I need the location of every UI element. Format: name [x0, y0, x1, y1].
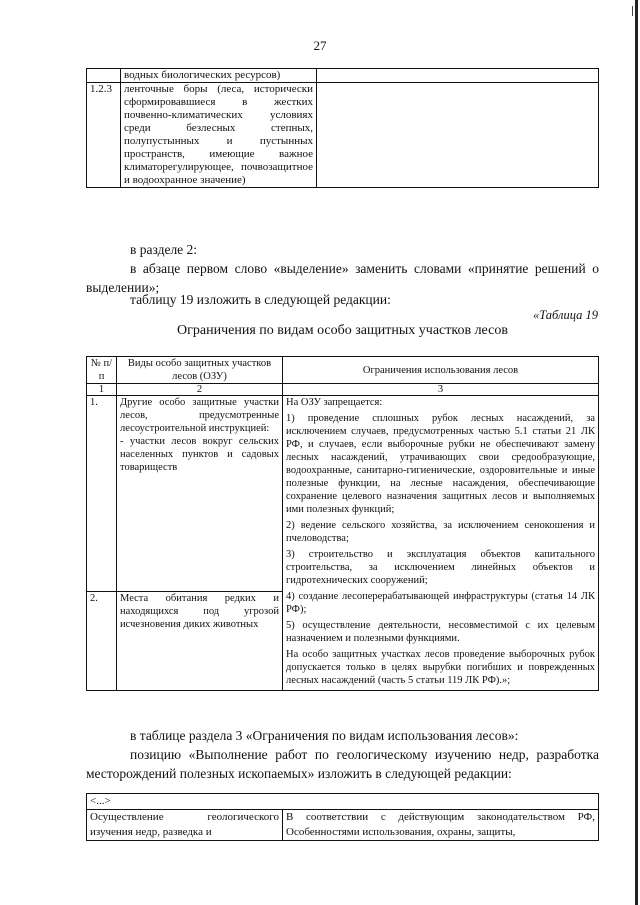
- header-restrictions: Ограничения использования лесов: [283, 357, 599, 384]
- paragraph-position: позицию «Выполнение работ по геологическому изучению недр, разработка месторождений полезных ископаемых» изложить в следующей редакции:: [86, 747, 599, 781]
- table-cell-right: [317, 83, 599, 188]
- restriction-item: На ОЗУ запрещается:: [286, 397, 383, 408]
- table-title: Ограничения по видам особо защитных участков лесов: [177, 323, 508, 338]
- table-bottom: [86, 793, 599, 841]
- restriction-item: На особо защитных участках лесов проведение выборочных рубок допускается только в целях вырубки погибших и поврежденных лесных насаждений (часть 5 статьи 119 ЛК РФ).»;: [286, 649, 595, 686]
- page-number: 27: [313, 38, 327, 53]
- restriction-item: 5) осуществление деятельности, несовместимой с их целевым назначением и полезными функциями.: [286, 620, 595, 644]
- table-header-row: [87, 357, 599, 384]
- table-row: [87, 810, 599, 841]
- header-num: № п/п: [87, 357, 117, 384]
- table-row: [87, 69, 599, 83]
- table-cell-right: В соответствии с действующим законодательством РФ, Особенностями использования, охраны, защиты,: [283, 810, 599, 841]
- table-cell-text: водных биологических ресурсов): [121, 69, 317, 83]
- table-row: [87, 83, 599, 188]
- row-type: Места обитания редких и находящихся под угрозой исчезновения диких животных: [117, 591, 283, 690]
- table-cell-left: Осуществление геологического изучения недр, разведка и: [87, 810, 283, 841]
- table-cell-num: [87, 69, 121, 83]
- header-type: Виды особо защитных участков лесов (ОЗУ): [117, 357, 283, 384]
- column-number-row: [87, 384, 599, 396]
- table-19: [86, 356, 599, 691]
- row-type: Другие особо защитные участки лесов, предусмотренные лесоустроительной инструкцией: - участки лесов вокруг сельских населенных пунктов и садовых товариществ: [117, 396, 283, 592]
- table-cell-right: [317, 69, 599, 83]
- paragraph-table19: таблицу 19 изложить в следующей редакции:: [130, 292, 391, 307]
- ellipsis-cell: <...>: [87, 794, 599, 810]
- paragraph-abzac: в абзаце первом слово «выделение» заменить словами «принятие решений о выделении»;: [86, 261, 599, 295]
- restriction-item: 2) ведение сельского хозяйства, за исключением сенокошения и пчеловодства;: [286, 520, 595, 544]
- column-number: 1: [87, 384, 117, 396]
- restriction-item: 3) строительство и эксплуатация объектов капитального строительства, за исключением линейных объектов и гидротехнических сооружений;: [286, 549, 595, 586]
- restrictions-cell: [283, 396, 599, 691]
- scan-edge-line: [635, 0, 638, 905]
- table-top: [86, 68, 599, 188]
- scan-edge-tick: [632, 6, 633, 16]
- restriction-item: 4) создание лесоперерабатывающей инфраструктуры (статья 14 ЛК РФ);: [286, 591, 595, 615]
- table-row: [87, 794, 599, 810]
- table-caption: «Таблица 19: [533, 308, 598, 322]
- row-num: 1.: [87, 396, 117, 592]
- column-number: 3: [283, 384, 599, 396]
- table-cell-num: 1.2.3: [87, 83, 121, 188]
- paragraph-table3: в таблице раздела 3 «Ограничения по видам использования лесов»:: [130, 728, 519, 743]
- table-row: [87, 396, 599, 592]
- column-number: 2: [117, 384, 283, 396]
- table-cell-text: ленточные боры (леса, исторически сформировавшиеся в жестких почвенно-климатических условиях среди безлесных степных, полупустынных и пустынных пространств, имеющие важное климаторегулирующее, почвозащитное и водоохранное значение): [121, 83, 317, 188]
- row-num: 2.: [87, 591, 117, 690]
- paragraph-section2: в разделе 2:: [130, 242, 198, 257]
- restriction-item: 1) проведение сплошных рубок лесных насаждений, за исключением случаев, предусмотренных частью 5.1 статьи 21 ЛК РФ, и случаев, если выборочные рубки не обеспечивают замену лесных насаждений, утрачивающих свои средообразующие, водоохранные, санитарно-гигиенические, оздоровительные и иные полезные функции, на лесные насаждения, обеспечивающие сохранение целевого назначения защитных лесов и выполняемых ими полезных функций;: [286, 413, 595, 515]
